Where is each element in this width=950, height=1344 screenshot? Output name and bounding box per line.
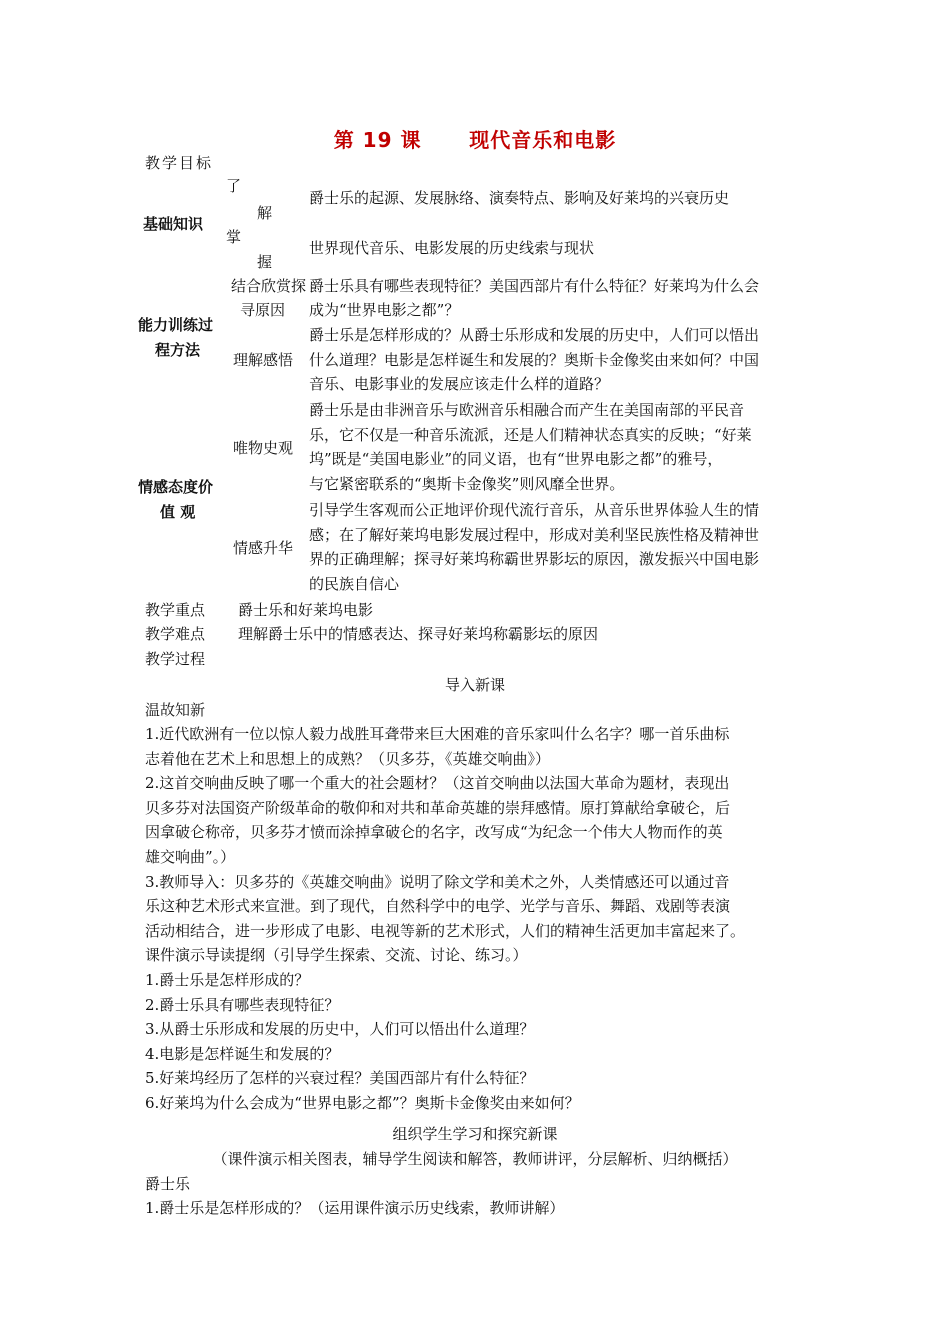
emotion-content2-line: 感；在了解好莱坞电影发展过程中，形成对美利坚民族性格及精神世: [309, 525, 760, 544]
emotion-content2-line: 引导学生客观而公正地评价现代流行音乐，从音乐世界体验人生的情: [309, 501, 760, 519]
process-label: 教学过程: [145, 650, 206, 668]
body-line: 2.爵士乐具有哪些表现特征？: [145, 995, 340, 1014]
ability-label-line2: 程方法: [155, 341, 201, 359]
basic-sub2-char2: 握: [257, 253, 273, 271]
jazz-label: 爵士乐: [145, 1175, 191, 1193]
body-line: 3.教师导入：贝多芬的《英雄交响曲》说明了除文学和美术之外，人类情感还可以通过音: [145, 872, 730, 891]
study-note: （课件演示相关图表，辅导学生阅读和解答，教师讲评，分层解析、归纳概括）: [212, 1150, 738, 1168]
ability-content2-line: 爵士乐是怎样形成的？从爵士乐形成和发展的历史中，人们可以悟出: [309, 326, 760, 344]
body-line: 4.电影是怎样诞生和发展的？: [145, 1044, 340, 1063]
emotion-content2: [309, 498, 759, 596]
emotion-content1-line: 与它紧密联系的“奥斯卡金像奖”则风靡全世界。: [309, 474, 625, 493]
body-line: 志着他在艺术上和思想上的成熟？（贝多芬，《英雄交响曲》）: [145, 749, 551, 768]
body-line: 1.爵士乐是怎样形成的？: [145, 970, 310, 989]
body-line: 5.好莱坞经历了怎样的兴衰过程？美国西部片有什么特征？: [145, 1069, 535, 1088]
emotion-content1: [309, 398, 752, 496]
body-line: 贝多芬对法国资产阶级革命的敬仰和对共和革命英雄的崇拜感情。原打算献给拿破仑，后: [145, 798, 731, 817]
body-line: 3.从爵士乐形成和发展的历史中，人们可以悟出什么道理？: [145, 1020, 535, 1039]
basic-content-1: 爵士乐的起源、发展脉络、演奏特点、影响及好莱坞的兴衰历史: [309, 189, 730, 207]
key-point-label: 教学重点: [145, 601, 206, 619]
intro-heading: 导入新课: [444, 676, 505, 694]
basic-sub2-char1: 掌: [226, 228, 242, 246]
objectives-heading: 教学目标: [145, 154, 214, 172]
body-line: 1.近代欧洲有一位以惊人毅力战胜耳聋带来巨大困难的音乐家叫什么名字？哪一首乐曲标: [145, 725, 730, 743]
basic-knowledge-label: 基础知识: [143, 215, 204, 233]
body-line: 6.好莱坞为什么会成为“世界电影之都”？奥斯卡金像奖由来如何？: [145, 1093, 580, 1112]
ability-content2-line: 什么道理？电影是怎样诞生和发展的？奥斯卡金像奖由来如何？中国: [309, 350, 760, 369]
emotion-content1-line: 坞”既是“美国电影业”的同义语，也有“世界电影之都”的雅号，: [309, 450, 723, 468]
body-line: 因拿破仑称帝，贝多芬才愤而涂掉拿破仑的名字，改写成“为纪念一个伟大人物而作的英: [145, 823, 723, 842]
difficulty-text: 理解爵士乐中的情感表达、探寻好莱坞称霸影坛的原因: [238, 625, 599, 643]
ability-sub1-line1: 结合欣赏探: [231, 277, 307, 295]
ability-content2-line: 音乐、电影事业的发展应该走什么样的道路？: [309, 375, 610, 393]
basic-sub1-char1: 了: [226, 177, 242, 195]
ability-sub1-line2: 寻原因: [240, 301, 286, 319]
ability-content1-line1: 爵士乐具有哪些表现特征？美国西部片有什么特征？好莱坞为什么会: [309, 277, 760, 295]
basic-content-2: 世界现代音乐、电影发展的历史线索与现状: [309, 239, 595, 257]
ability-content1-line2: 成为“世界电影之都”？: [309, 301, 460, 319]
review-label: 温故知新: [145, 701, 206, 719]
body-text: [145, 722, 745, 1116]
body-line: 2.这首交响曲反映了哪一个重大的社会题材？（这首交响曲以法国大革命为题材，表现出: [145, 774, 730, 793]
emotion-sub1: 唯物史观: [233, 439, 294, 457]
final-question: 1.爵士乐是怎样形成的？（运用课件演示历史线索，教师讲解）: [145, 1199, 565, 1217]
ability-content2: [309, 323, 759, 397]
ability-sub2: 理解感悟: [233, 351, 294, 369]
ability-label-line1: 能力训练过: [138, 316, 214, 334]
emotion-sub2: 情感升华: [233, 539, 294, 557]
difficulty-label: 教学难点: [145, 625, 206, 643]
emotion-content1-line: 爵士乐是由非洲音乐与欧洲音乐相融合而产生在美国南部的平民音: [309, 401, 745, 419]
emotion-content2-line: 的民族自信心: [309, 574, 400, 593]
body-line: 乐这种艺术形式来宣泄。到了现代，自然科学中的电学、光学与音乐、舞蹈、戏剧等表演: [145, 897, 731, 916]
emotion-content2-line: 界的正确理解；探寻好莱坞称霸世界影坛的原因，激发振兴中国电影: [309, 550, 760, 568]
emotion-label-line2: 值 观: [160, 503, 196, 521]
body-line: 活动相结合，进一步形成了电影、电视等新的艺术形式，人们的精神生活更加丰富起来了。: [145, 921, 746, 940]
key-point-text: 爵士乐和好莱坞电影: [238, 601, 374, 619]
body-line: 课件演示导读提纲（引导学生探索、交流、讨论、练习。）: [145, 946, 528, 965]
lesson-title: 第 19 课 现代音乐和电影: [333, 128, 617, 152]
emotion-label-line1: 情感态度价: [138, 478, 214, 496]
study-heading: 组织学生学习和探究新课: [392, 1125, 558, 1143]
body-line: 雄交响曲”。）: [145, 847, 236, 866]
emotion-content1-line: 乐，它不仅是一种音乐流派，还是人们精神状态真实的反映；“好莱: [309, 425, 752, 444]
basic-sub1-char2: 解: [257, 204, 273, 222]
